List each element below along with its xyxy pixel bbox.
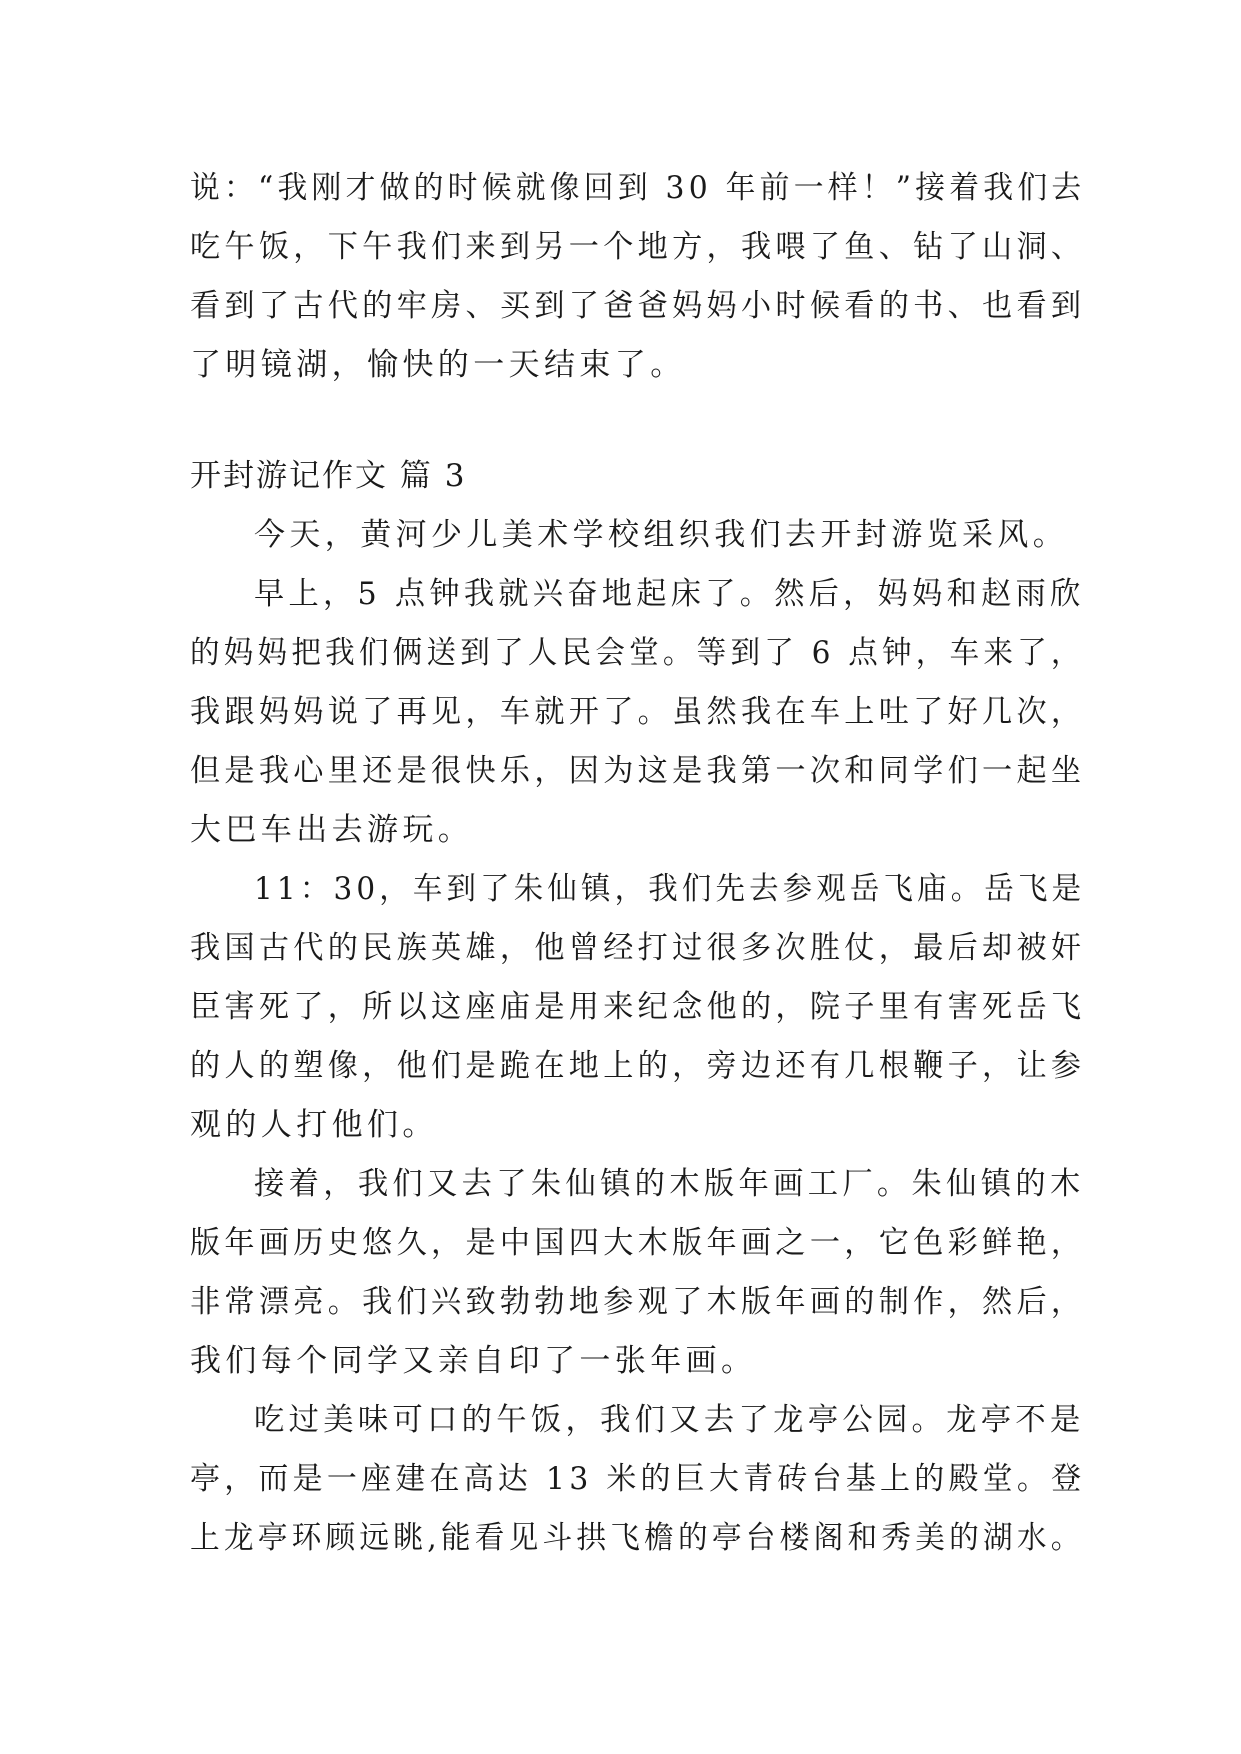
paragraph-first-line: 吃过美味可口的午饭，我们又去了龙亭公园。龙亭不是 <box>254 1402 1085 1438</box>
body-line: 了明镜湖，愉快的一天结束了。 <box>190 347 686 383</box>
paragraph-first-line: 接着，我们又去了朱仙镇的木版年画工厂。朱仙镇的木 <box>254 1166 1085 1202</box>
paragraph-first-line: 早上，5 点钟我就兴奋地起床了。然后，妈妈和赵雨欣 <box>254 576 1085 612</box>
body-line: 的人的塑像，他们是跪在地上的，旁边还有几根鞭子，让参 <box>190 1048 1086 1084</box>
section-title: 开封游记作文 篇 3 <box>190 458 467 494</box>
body-line: 但是我心里还是很快乐，因为这是我第一次和同学们一起坐 <box>190 753 1086 789</box>
body-line: 版年画历史悠久，是中国四大木版年画之一，它色彩鲜艳， <box>190 1225 1086 1261</box>
paragraph-first-line: 今天，黄河少儿美术学校组织我们去开封游览采风。 <box>254 517 1069 553</box>
body-line: 我们每个同学又亲自印了一张年画。 <box>190 1343 757 1379</box>
body-line: 观的人打他们。 <box>190 1107 438 1143</box>
body-line: 看到了古代的牢房、买到了爸爸妈妈小时候看的书、也看到 <box>190 288 1086 324</box>
body-line: 亭，而是一座建在高达 13 米的巨大青砖台基上的殿堂。登 <box>190 1461 1086 1497</box>
body-line: 的妈妈把我们俩送到了人民会堂。等到了 6 点钟，车来了， <box>190 635 1085 671</box>
body-line: 上龙亭环顾远眺,能看见斗拱飞檐的亭台楼阁和秀美的湖水。 <box>190 1520 1085 1556</box>
body-line: 臣害死了，所以这座庙是用来纪念他的，院子里有害死岳飞 <box>190 989 1086 1025</box>
body-line: 说：“我刚才做的时候就像回到 30 年前一样！”接着我们去 <box>190 170 1086 206</box>
body-line: 大巴车出去游玩。 <box>190 812 474 848</box>
paragraph-first-line: 11：30，车到了朱仙镇，我们先去参观岳飞庙。岳飞是 <box>254 871 1086 907</box>
body-line: 非常漂亮。我们兴致勃勃地参观了木版年画的制作，然后， <box>190 1284 1086 1320</box>
body-line: 我国古代的民族英雄，他曾经打过很多次胜仗，最后却被奸 <box>190 930 1086 966</box>
body-line: 我跟妈妈说了再见，车就开了。虽然我在车上吐了好几次， <box>190 694 1086 730</box>
body-line: 吃午饭，下午我们来到另一个地方，我喂了鱼、钻了山洞、 <box>190 229 1086 265</box>
